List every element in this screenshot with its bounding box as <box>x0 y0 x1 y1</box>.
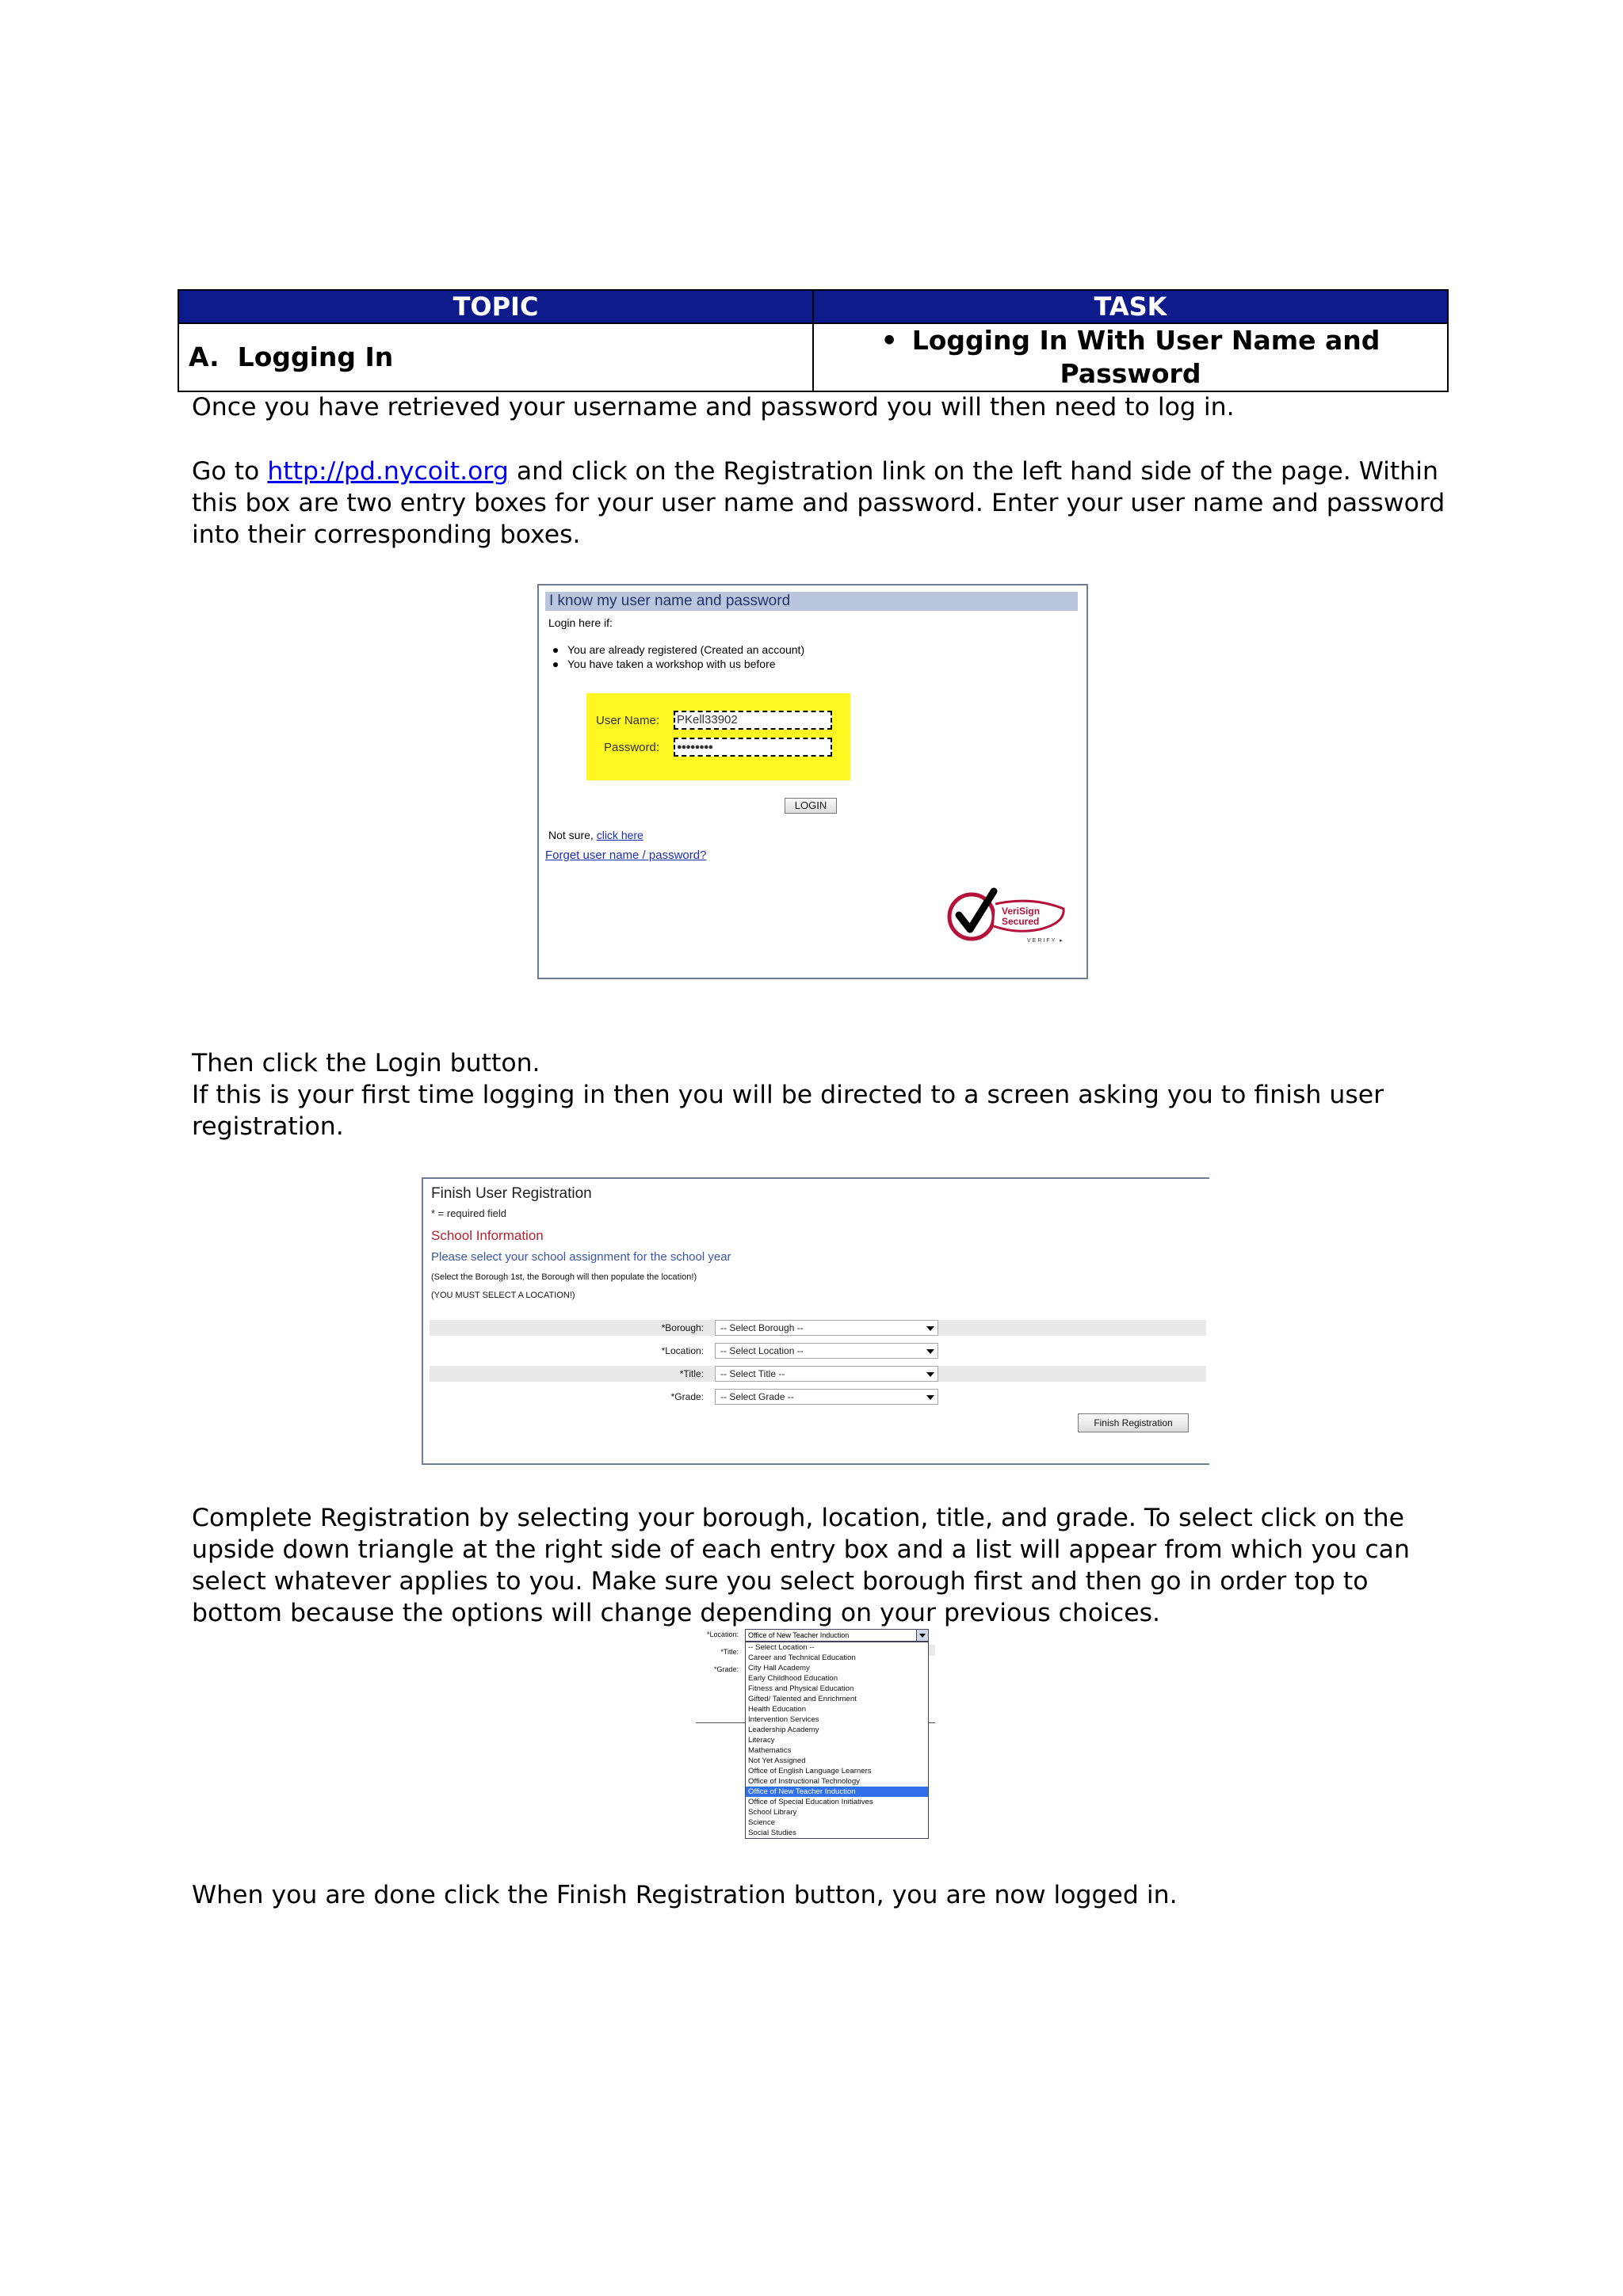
not-sure-line: Not sure, click here <box>548 829 643 841</box>
topic-task-table <box>178 289 1449 392</box>
location-option[interactable]: Fitness and Physical Education <box>748 1684 854 1693</box>
login-panel-header: I know my user name and password <box>545 592 1078 611</box>
forgot-password-link[interactable]: Forget user name / password? <box>545 849 707 862</box>
borough-note: (Select the Borough 1st, the Borough will then populate the location!) <box>431 1272 697 1282</box>
registration-title: Finish User Registration <box>431 1185 592 1202</box>
credentials-highlight <box>586 693 850 780</box>
grade-label: *Grade: <box>713 1665 739 1673</box>
verisign-line1: VeriSign <box>1002 906 1041 917</box>
required-note: * = required field <box>431 1207 507 1219</box>
login-bullet-2: You have taken a workshop with us before <box>553 657 776 671</box>
username-label: User Name: <box>596 714 660 727</box>
location-option[interactable]: Early Childhood Education <box>748 1674 838 1683</box>
topic-cell: A. Logging In <box>178 323 813 391</box>
verisign-line2: Secured <box>1002 916 1040 927</box>
location-option[interactable]: Office of New Teacher Induction <box>746 1787 928 1797</box>
borough-label: *Borough: <box>661 1322 704 1333</box>
go-to-rest: and click on the Registration link on the left hand side of the page. Within this box are two entry boxes for your user name and password. Enter your user name and password into their corresponding boxes. <box>192 457 1445 549</box>
location-option[interactable]: City Hall Academy <box>748 1664 810 1672</box>
location-option[interactable]: Science <box>748 1818 776 1827</box>
task-header: TASK <box>813 290 1448 323</box>
borough-select[interactable]: -- Select Borough -- <box>715 1320 938 1336</box>
click-login-paragraph: Then click the Login button. <box>192 1049 540 1077</box>
intro-paragraph: Once you have retrieved your username and password you will then need to log in. <box>192 393 1235 421</box>
verisign-seal <box>945 880 1071 945</box>
registration-screenshot <box>422 1177 1209 1465</box>
location-option[interactable]: -- Select Location -- <box>748 1643 815 1652</box>
divider <box>696 1722 751 1723</box>
bullet-dot <box>553 662 558 667</box>
location-option[interactable]: Literacy <box>748 1736 775 1745</box>
title-select[interactable]: -- Select Title -- <box>715 1366 938 1382</box>
location-option[interactable]: Mathematics <box>748 1746 792 1755</box>
location-option[interactable]: Intervention Services <box>748 1715 819 1724</box>
grade-label: *Grade: <box>670 1391 704 1402</box>
stripe <box>929 1645 935 1656</box>
chevron-down-icon <box>926 1326 934 1331</box>
location-options-list[interactable] <box>745 1642 929 1839</box>
login-bullet-1: You are already registered (Created an account) <box>553 643 804 657</box>
location-select[interactable]: Office of New Teacher Induction <box>745 1629 929 1642</box>
location-option[interactable]: Office of English Language Learners <box>748 1767 872 1775</box>
location-option[interactable]: Health Education <box>748 1705 807 1714</box>
location-option[interactable]: School Library <box>748 1808 797 1817</box>
go-to-paragraph <box>192 456 1460 551</box>
chevron-down-icon[interactable] <box>916 1630 928 1641</box>
location-label: *Location: <box>706 1630 739 1638</box>
task-text: Logging In With User Name and Password <box>911 325 1381 389</box>
location-option[interactable]: Career and Technical Education <box>748 1653 856 1662</box>
divider <box>929 1722 935 1723</box>
complete-registration-paragraph: Complete Registration by selecting your borough, location, title, and grade. To select click on the upside down triangle at the right side of each entry box and a list will appear from which you can select whatever applies to you. Make sure you select borough first and then go in order top to bottom because the options will change depending on your previous choices. <box>192 1504 1410 1627</box>
location-option[interactable]: Not Yet Assigned <box>748 1756 806 1765</box>
title-label: *Title: <box>720 1648 739 1656</box>
school-info-heading: School Information <box>431 1228 544 1243</box>
click-here-link[interactable]: click here <box>596 829 643 841</box>
task-cell <box>813 323 1448 391</box>
location-option[interactable]: Social Studies <box>748 1829 796 1837</box>
location-option[interactable]: Gifted/ Talented and Enrichment <box>748 1695 857 1703</box>
school-assignment-prompt: Please select your school assignment for the school year <box>431 1250 731 1264</box>
username-input[interactable]: PKell33902 <box>674 711 832 730</box>
location-option[interactable]: Leadership Academy <box>748 1726 819 1734</box>
password-label: Password: <box>604 741 660 754</box>
chevron-down-icon <box>926 1395 934 1400</box>
first-time-paragraph: If this is your first time logging in then you will be directed to a screen asking you to finish user registration. <box>192 1081 1384 1141</box>
location-option[interactable]: Office of Instructional Technology <box>748 1777 860 1786</box>
chevron-down-icon <box>926 1349 934 1354</box>
grade-select[interactable]: -- Select Grade -- <box>715 1389 938 1405</box>
task-bullet: • <box>880 325 898 356</box>
location-option[interactable]: Office of Special Education Initiatives <box>748 1798 873 1806</box>
title-label: *Title: <box>679 1368 704 1379</box>
login-here-if: Login here if: <box>548 616 613 629</box>
done-paragraph: When you are done click the Finish Registration button, you are now logged in. <box>192 1881 1178 1909</box>
location-note: (YOU MUST SELECT A LOCATION!) <box>431 1291 575 1300</box>
bullet-dot <box>553 648 558 653</box>
chevron-down-icon <box>926 1372 934 1377</box>
password-input[interactable]: ●●●●●●●● <box>674 738 832 757</box>
location-dropdown-screenshot <box>689 1626 937 1843</box>
topic-header: TOPIC <box>178 290 813 323</box>
location-label: *Location: <box>661 1345 704 1356</box>
go-to-prefix: Go to <box>192 457 268 486</box>
verisign-verify: VERIFY ▸ <box>1027 938 1064 944</box>
login-screenshot <box>537 584 1088 979</box>
site-link[interactable]: http://pd.nycoit.org <box>267 457 509 486</box>
login-button[interactable]: LOGIN <box>785 798 837 814</box>
finish-registration-button[interactable]: Finish Registration <box>1078 1413 1189 1432</box>
location-select[interactable]: -- Select Location -- <box>715 1343 938 1359</box>
